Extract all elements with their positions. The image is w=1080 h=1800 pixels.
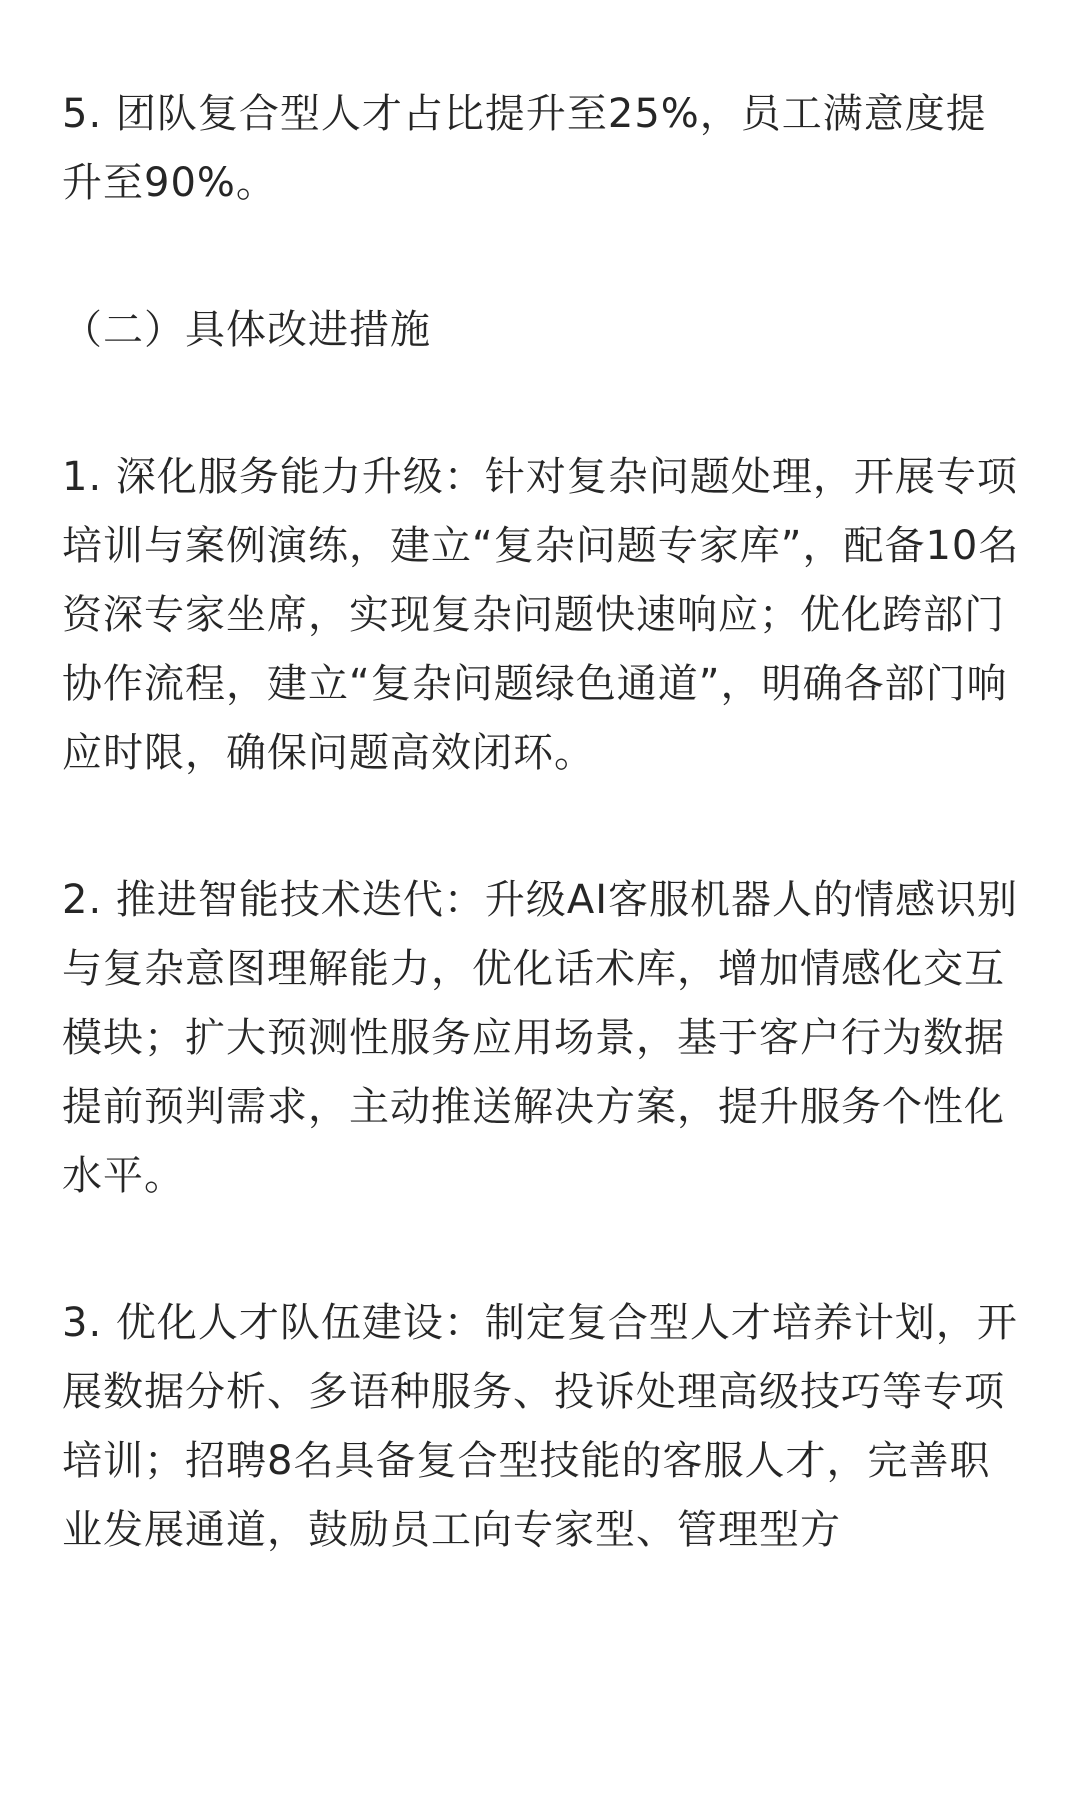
paragraph-measure-1: 1. 深化服务能力升级：针对复杂问题处理，开展专项培训与案例演练，建立“复杂问题专家库”，配备10名资深专家坐席，实现复杂问题快速响应；优化跨部门协作流程，建立“复杂问题绿色通道”，明确各部门响应时限，确保问题高效闭环。: [62, 454, 1020, 776]
paragraph-spacer: [62, 1211, 1020, 1289]
paragraph-spacer: [62, 218, 1020, 296]
paragraph-goal-5: 5. 团队复合型人才占比提升至25%，员工满意度提升至90%。: [62, 91, 987, 206]
paragraph-spacer: [62, 365, 1020, 443]
paragraph-spacer: [62, 788, 1020, 866]
paragraph-measure-2: 2. 推进智能技术迭代：升级AI客服机器人的情感识别与复杂意图理解能力，优化话术库，增加情感化交互模块；扩大预测性服务应用场景，基于客户行为数据提前预判需求，主动推送解决方案，提升服务个性化水平。: [62, 877, 1019, 1199]
paragraph-measure-3: 3. 优化人才队伍建设：制定复合型人才培养计划，开展数据分析、多语种服务、投诉处理高级技巧等专项培训；招聘8名具备复合型技能的客服人才，完善职业发展通道，鼓励员工向专家型、管理型方: [62, 1300, 1018, 1553]
section-heading: （二）具体改进措施: [62, 307, 431, 353]
